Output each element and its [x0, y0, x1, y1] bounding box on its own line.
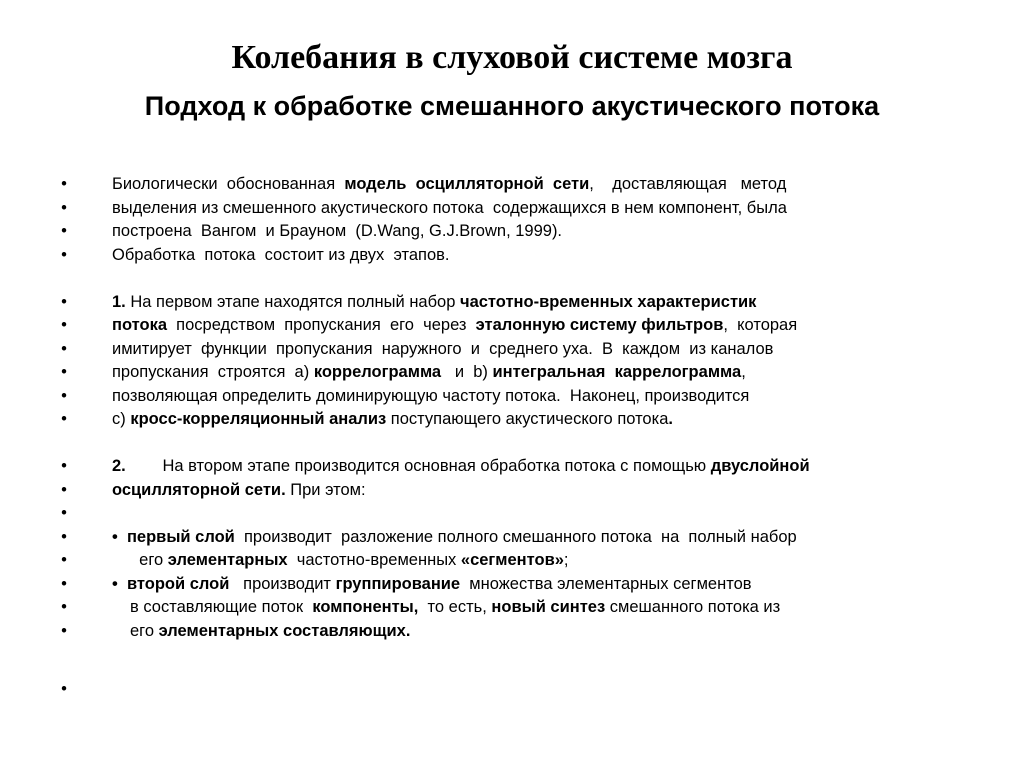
bullet-marker: •: [61, 175, 67, 193]
bold-term: новый синтез: [491, 598, 606, 616]
bold-term: группирование: [335, 574, 461, 593]
bullet-list: [0, 173, 1024, 643]
text-run: Обработка потока состоит из двух этапов.: [112, 245, 450, 264]
bullet-marker: •: [61, 386, 67, 405]
bullet-marker: •: [61, 339, 67, 358]
bullet-text: [112, 455, 810, 479]
text-run: пропускания строятся а): [112, 363, 314, 381]
bullet-item: [0, 549, 1024, 573]
bullet-item: [0, 244, 1024, 268]
bullet-item: [0, 408, 1024, 432]
bullet-text: [112, 361, 746, 385]
text-run: выделения из смешенного акустического потока содержащихся в нем компонент, была: [112, 198, 787, 217]
blank-line: [0, 432, 1024, 456]
bullet-text: [112, 385, 749, 409]
bullet-item: [0, 573, 1024, 597]
bold-term: •: [112, 574, 127, 593]
bold-term: •: [112, 527, 127, 546]
blank-line: [0, 267, 1024, 291]
text-run: позволяющая определить доминирующую частоту потока. Наконец, производится: [112, 386, 750, 405]
bullet-item: [0, 291, 1024, 315]
bold-term: 1.: [112, 292, 126, 311]
bullet-text: [112, 338, 773, 362]
bullet-marker: •: [61, 292, 67, 311]
bullet-text: [112, 314, 797, 338]
slide-subtitle: Подход к обработке смешанного акустического потока: [144, 91, 880, 121]
bullet-marker: •: [61, 222, 67, 240]
bullet-marker: •: [61, 480, 67, 499]
bold-term: эталонную систему фильтров: [475, 316, 724, 334]
bold-term: .: [668, 410, 673, 428]
bold-term: компоненты,: [312, 598, 419, 616]
bullet-item: [0, 338, 1024, 362]
bold-term: второй слой: [126, 574, 230, 593]
bullet-item: [0, 620, 1024, 644]
bullet-marker: •: [61, 551, 67, 569]
bullet-marker: •: [61, 245, 67, 264]
bullet-marker: •: [61, 363, 67, 381]
bullet-text: [112, 291, 756, 315]
text-run: На втором этапе производится основная обработка потока с помощью: [125, 457, 711, 475]
bullet-text: [112, 479, 366, 503]
text-run: смешанного потока из: [605, 598, 781, 616]
text-run: частотно-временных: [287, 551, 461, 569]
text-run: поступающего акустического потока: [386, 410, 669, 428]
bullet-text: [130, 620, 410, 644]
text-run: имитирует функции пропускания наружного и среднего уха. В каждом из каналов: [112, 339, 774, 358]
bullet-marker: •: [61, 680, 67, 698]
text-run: посредством пропускания его через: [167, 316, 476, 334]
bullet-item: [0, 596, 1024, 620]
bold-term: первый слой: [126, 527, 235, 546]
text-run: , которая: [723, 316, 798, 334]
text-run: ,: [741, 363, 746, 381]
bullet-item: [0, 314, 1024, 338]
text-run: ;: [563, 551, 569, 569]
bullet-text: [112, 408, 673, 432]
text-run: в составляющие поток: [130, 598, 313, 616]
bullet-item: [0, 526, 1024, 550]
bullet-marker: •: [61, 457, 67, 475]
bold-term: частотно-временных характеристик: [460, 292, 757, 311]
bullet-text: [112, 220, 562, 244]
bullet-marker: •: [61, 574, 67, 593]
text-run: На первом этапе находятся полный набор: [125, 292, 460, 311]
text-run: , доставляющая метод: [589, 175, 787, 193]
text-run: производит: [229, 574, 336, 593]
text-run: множества элементарных сегментов: [460, 574, 752, 593]
bullet-item: [0, 220, 1024, 244]
bold-term: коррелограмма: [313, 363, 442, 381]
bold-term: потока: [112, 316, 168, 334]
bullet-item: [0, 502, 1024, 526]
bullet-marker: •: [61, 527, 67, 546]
text-run: построена Вангом и Брауном (D.Wang, G.J.Brown, 1999).: [112, 222, 563, 240]
bullet-item: [0, 479, 1024, 503]
text-run: Биологически обоснованная: [112, 175, 345, 193]
bold-term: кросс-корреляционный анализ: [130, 410, 387, 428]
bullet-marker: •: [61, 410, 67, 428]
bullet-item: [0, 455, 1024, 479]
bold-term: осцилляторной сети.: [112, 480, 286, 499]
text-run: то есть,: [418, 598, 492, 616]
bullet-item: [0, 197, 1024, 221]
bullet-marker: •: [61, 316, 67, 334]
text-run: с): [112, 410, 131, 428]
bullet-marker: •: [61, 598, 67, 616]
bullet-text: [112, 244, 450, 268]
text-run: его: [130, 551, 168, 569]
bullet-text: [112, 197, 787, 221]
bullet-marker: •: [61, 621, 67, 640]
bullet-text: [130, 549, 569, 573]
bold-term: «сегментов»: [460, 551, 564, 569]
bold-term: 2.: [112, 457, 126, 475]
bullet-item: [0, 173, 1024, 197]
bullet-item: [0, 361, 1024, 385]
bold-term: интегральная каррелограмма: [492, 363, 742, 381]
bullet-item: [0, 385, 1024, 409]
text-run: При этом:: [285, 480, 366, 499]
text-run: и b): [441, 363, 493, 381]
slide-title: Колебания в слуховой системе мозга: [231, 39, 793, 76]
bold-term: элементарных составляющих.: [158, 621, 411, 640]
text-run: производит разложение полного смешанного потока на полный набор: [234, 527, 797, 546]
text-run: его: [130, 621, 159, 640]
bold-term: элементарных: [167, 551, 288, 569]
bullet-marker: •: [61, 504, 67, 522]
bold-term: модель осцилляторной сети: [344, 175, 590, 193]
bullet-marker: •: [61, 198, 67, 217]
bold-term: двуслойной: [710, 457, 810, 475]
bullet-text: [130, 596, 780, 620]
bullet-text: [112, 173, 786, 197]
bullet-text: [112, 573, 752, 597]
bullet-text: [112, 526, 797, 550]
